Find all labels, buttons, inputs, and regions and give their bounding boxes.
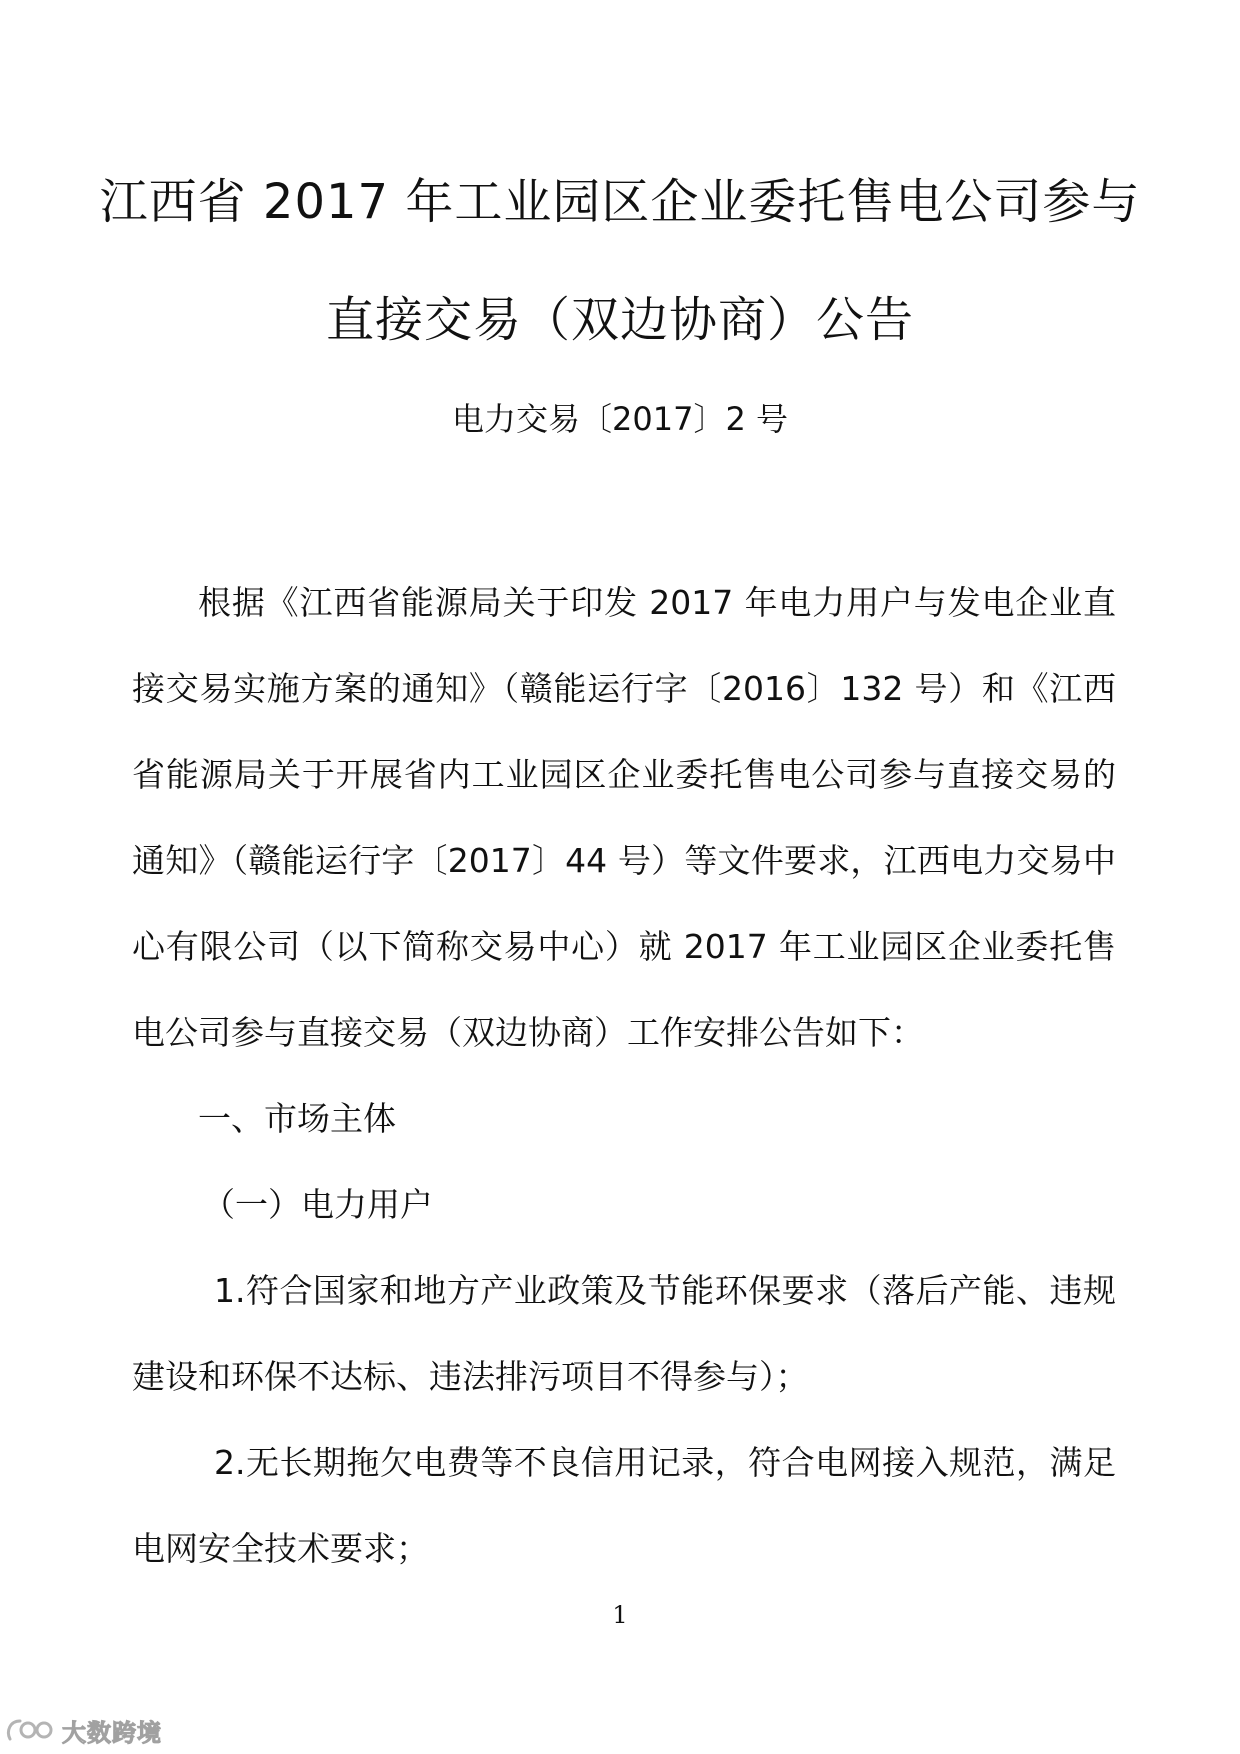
- page-number: 1: [612, 1601, 628, 1629]
- list-item-2: 2.无长期拖欠电费等不良信用记录，符合电网接入规范，满足电网安全技术要求；: [132, 1443, 1116, 1568]
- subsection-heading-power-users: （一）电力用户: [202, 1185, 433, 1224]
- watermark-text: 大数跨境: [62, 1718, 162, 1747]
- intro-paragraph: 根据《江西省能源局关于印发 2017 年电力用户与发电企业直接交易实施方案的通知》（赣能运行字〔2016〕132 号）和《江西省能源局关于开展省内工业园区企业委托售电公司参与直接交易的通知》（赣能运行字〔2017〕44 号）等文件要求，江西电力交易中心有限公司（以下简称交易中心）就 2017 年工业园区企业委托售电公司参与直接交易（双边协商）工作安排公告如下：: [132, 583, 1116, 1052]
- document-title-line-2: 直接交易（双边协商）公告: [325, 292, 914, 348]
- list-item-1: 1.符合国家和地方产业政策及节能环保要求（落后产能、违规建设和环保不达标、违法排污项目不得参与）；: [132, 1271, 1116, 1396]
- watermark-logo-icon: [4, 1715, 56, 1745]
- section-heading-market-entities: 一、市场主体: [198, 1099, 396, 1138]
- document-body: [132, 560, 1116, 1592]
- watermark: [4, 1712, 162, 1748]
- document-title-line-1: 江西省 2017 年工业园区企业委托售电公司参与: [99, 174, 1141, 230]
- document-number: 电力交易〔2017〕2 号: [452, 400, 788, 438]
